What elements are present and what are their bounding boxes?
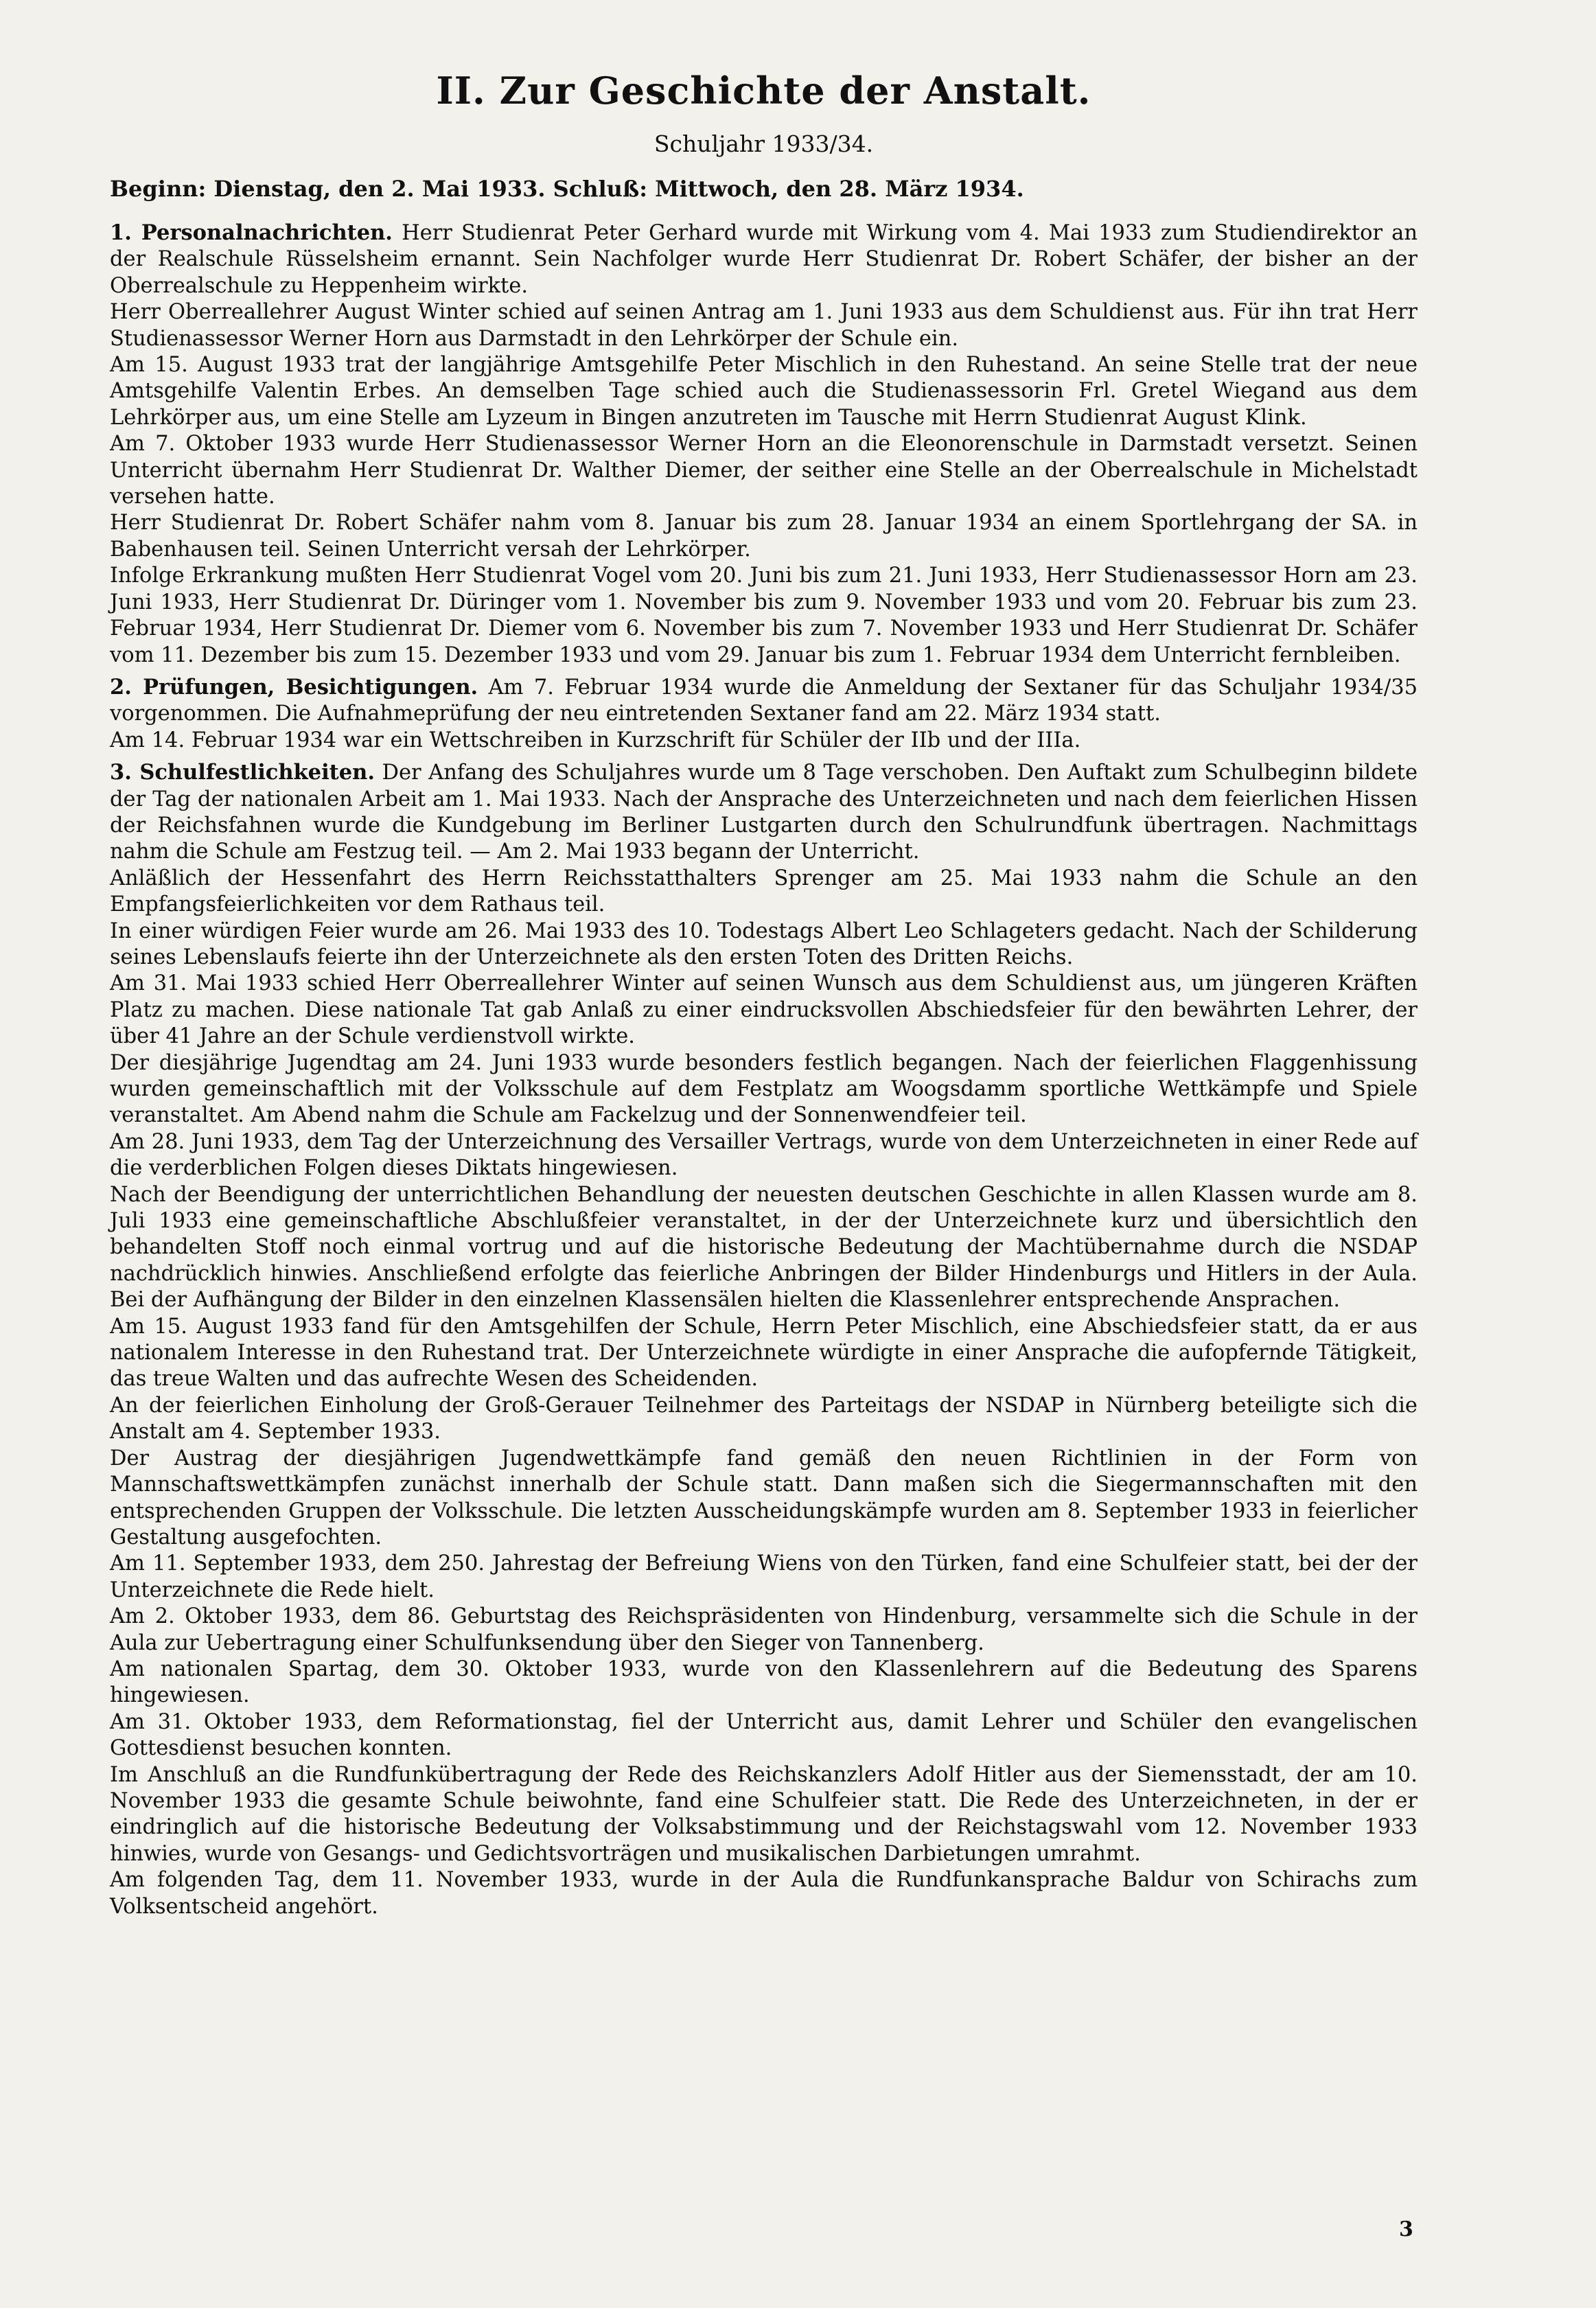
paragraph: Im Anschluß an die Rundfunkübertragung der Rede des Reichskanzlers Adolf Hitler aus der Siemensstadt, der am 10. November 1933 die gesamte Schule beiwohnte, fand eine Schulfeier statt. Die Rede des Unterzeichneten, in der er eindringlich auf die historische Bedeutung der Volksabstimmung und der Reichstagswahl vom 12. November 1933 hinwies, wurde von Gesangs- und Gedichtsvorträgen und musikalischen Darbietungen umrahmt.	[110, 1762, 1418, 1866]
paragraph: Am 7. Oktober 1933 wurde Herr Studienassessor Werner Horn an die Eleonorenschule in Darmstadt versetzt. Seinen Unterricht übernahm Herr Studienrat Dr. Walther Diemer, der seither eine Stelle an der Oberrealschule in Michelstadt versehen hatte.	[110, 432, 1418, 509]
paragraph: Am 31. Oktober 1933, dem Reformationstag, fiel der Unterricht aus, damit Lehrer und Schüler den evangelischen Gottesdienst besuchen konnten.	[110, 1709, 1418, 1761]
section-schulfestlichkeiten	[110, 759, 1418, 1920]
paragraph: Am 31. Mai 1933 schied Herr Oberreallehrer Winter auf seinen Wunsch aus dem Schuldienst aus, um jüngeren Kräften Platz zu machen. Diese nationale Tat gab Anlaß zu einer eindrucksvollen Abschiedsfeier für den bewährten Lehrer, der über 41 Jahre an der Schule verdienstvoll wirkte.	[110, 971, 1418, 1049]
page-title: II. Zur Geschichte der Anstalt.	[436, 69, 1091, 113]
school-year: Schuljahr 1933/34.	[654, 130, 874, 157]
section-heading: 3. Schulfestlichkeiten.	[110, 760, 375, 785]
paragraph: Herr Studienrat Dr. Robert Schäfer nahm vom 8. Januar bis zum 28. Januar 1934 an einem Sportlehrgang der SA. in Babenhausen teil. Seinen Unterricht versah der Lehrkörper.	[110, 511, 1418, 562]
page-number: 3	[1399, 2217, 1413, 2241]
paragraph: Infolge Erkrankung mußten Herr Studienrat Vogel vom 20. Juni bis zum 21. Juni 1933, Herr Studienassessor Horn am 23. Juni 1933, Herr Studienrat Dr. Düringer vom 1. November bis zum 9. November 1933 und vom 20. Februar bis zum 23. Februar 1934, Herr Studienrat Dr. Diemer vom 6. November bis zum 7. November 1933 und Herr Studienrat Dr. Schäfer vom 11. Dezember bis zum 15. Dezember 1933 und vom 29. Januar bis zum 1. Februar 1934 dem Unterricht fernbleiben.	[110, 564, 1418, 667]
paragraph: Am 2. Oktober 1933, dem 86. Geburtstag des Reichspräsidenten von Hindenburg, versammelte sich die Schule in der Aula zur Uebertragung einer Schulfunksendung über den Sieger von Tannenberg.	[110, 1604, 1418, 1655]
school-year-dates: Beginn: Dienstag, den 2. Mai 1933. Schluß: Mittwoch, den 28. März 1934.	[110, 176, 1024, 202]
paragraph: Am 15. August 1933 fand für den Amtsgehilfen der Schule, Herrn Peter Mischlich, eine Abschiedsfeier statt, da er aus nationalem Interesse in den Ruhestand trat. Der Unterzeichnete würdigte in einer Ansprache die aufopfernde Tätigkeit, das treue Walten und das aufrechte Wesen des Scheidenden.	[110, 1314, 1418, 1392]
section-personalnachrichten	[110, 220, 1418, 669]
paragraph: Anläßlich der Hessenfahrt des Herrn Reichsstatthalters Sprenger am 25. Mai 1933 nahm die Schule an den Empfangsfeierlichkeiten vor dem Rathaus teil.	[110, 866, 1418, 917]
paragraph: Der Austrag der diesjährigen Jugendwettkämpfe fand gemäß den neuen Richtlinien in der Form von Mannschaftswettkämpfen zunächst innerhalb der Schule statt. Dann maßen sich die Siegermannschaften mit den entsprechenden Gruppen der Volksschule. Die letzten Ausscheidungskämpfe wurden am 8. September 1933 in feierlicher Gestaltung ausgefochten.	[110, 1446, 1418, 1549]
section-pruefungen	[110, 674, 1418, 754]
paragraph: Am 15. August 1933 trat der langjährige Amtsgehilfe Peter Mischlich in den Ruhestand. An seine Stelle trat der neue Amtsgehilfe Valentin Erbes. An demselben Tage schied auch die Studienassessorin Frl. Gretel Wiegand aus dem Lehrkörper aus, um eine Stelle am Lyzeum in Bingen anzutreten im Tausche mit Herrn Studienrat August Klink.	[110, 353, 1418, 430]
section-heading: 1. Personalnachrichten.	[110, 220, 393, 245]
section-heading: 2. Prüfungen, Besichtigungen.	[110, 674, 478, 700]
paragraph: An der feierlichen Einholung der Groß-Gerauer Teilnehmer des Parteitags der NSDAP in Nürnberg beteiligte sich die Anstalt am 4. September 1933.	[110, 1393, 1418, 1444]
paragraph: Nach der Beendigung der unterrichtlichen Behandlung der neuesten deutschen Geschichte in allen Klassen wurde am 8. Juli 1933 eine gemeinschaftliche Abschlußfeier veranstaltet, in der der Unterzeichnete kurz und übersichtlich den behandelten Stoff noch einmal vortrug und auf die historische Bedeutung der Machtübernahme durch die NSDAP nachdrücklich hinwies. Anschließend erfolgte das feierliche Anbringen der Bilder Hindenburgs und Hitlers in der Aula. Bei der Aufhängung der Bilder in den einzelnen Klassensälen hielten die Klassenlehrer entsprechende Ansprachen.	[110, 1182, 1418, 1313]
paragraph: 3. Schulfestlichkeiten. Der Anfang des Schuljahres wurde um 8 Tage verschoben. Den Auftakt zum Schulbeginn bildete der Tag der nationalen Arbeit am 1. Mai 1933. Nach der Ansprache des Unterzeichneten und nach dem feierlichen Hissen der Reichsfahnen wurde die Kundgebung im Berliner Lustgarten durch den Schulrundfunk übertragen. Nachmittags nahm die Schule am Festzug teil. — Am 2. Mai 1933 begann der Unterricht.	[110, 760, 1418, 864]
paragraph: Der diesjährige Jugendtag am 24. Juni 1933 wurde besonders festlich begangen. Nach der feierlichen Flaggenhissung wurden gemeinschaftlich mit der Volksschule auf dem Festplatz am Woogsdamm sportliche Wettkämpfe und Spiele veranstaltet. Am Abend nahm die Schule am Fackelzug und der Sonnenwendfeier teil.	[110, 1050, 1418, 1128]
paragraph: Am 14. Februar 1934 war ein Wettschreiben in Kurzschrift für Schüler der IIb und der IIIa.	[110, 728, 1081, 752]
document-page	[110, 63, 1418, 1920]
paragraph: Am 11. September 1933, dem 250. Jahrestag der Befreiung Wiens von den Türken, fand eine Schulfeier statt, bei der der Unterzeichnete die Rede hielt.	[110, 1551, 1418, 1602]
paragraph: 2. Prüfungen, Besichtigungen. Am 7. Februar 1934 wurde die Anmeldung der Sextaner für das Schuljahr 1934/35 vorgenommen. Die Aufnahmeprüfung der neu eintretenden Sextaner fand am 22. März 1934 statt.	[110, 674, 1418, 726]
paragraph: In einer würdigen Feier wurde am 26. Mai 1933 des 10. Todestags Albert Leo Schlageters gedacht. Nach der Schilderung seines Lebenslaufs feierte ihn der Unterzeichnete als den ersten Toten des Dritten Reichs.	[110, 919, 1418, 969]
paragraph: 1. Personalnachrichten. Herr Studienrat Peter Gerhard wurde mit Wirkung vom 4. Mai 1933 zum Studiendirektor an der Realschule Rüsselsheim ernannt. Sein Nachfolger wurde Herr Studienrat Dr. Robert Schäfer, der bisher an der Oberrealschule zu Heppenheim wirkte.	[110, 220, 1418, 298]
paragraph: Am nationalen Spartag, dem 30. Oktober 1933, wurde von den Klassenlehrern auf die Bedeutung des Sparens hingewiesen.	[110, 1657, 1418, 1708]
paragraph: Herr Oberreallehrer August Winter schied auf seinen Antrag am 1. Juni 1933 aus dem Schuldienst aus. Für ihn trat Herr Studienassessor Werner Horn aus Darmstadt in den Lehrkörper der Schule ein.	[110, 300, 1418, 351]
paragraph: Am folgenden Tag, dem 11. November 1933, wurde in der Aula die Rundfunkansprache Baldur von Schirachs zum Volksentscheid angehört.	[110, 1868, 1418, 1919]
paragraph: Am 28. Juni 1933, dem Tag der Unterzeichnung des Versailler Vertrags, wurde von dem Unterzeichneten in einer Rede auf die verderblichen Folgen dieses Diktats hingewiesen.	[110, 1129, 1418, 1181]
